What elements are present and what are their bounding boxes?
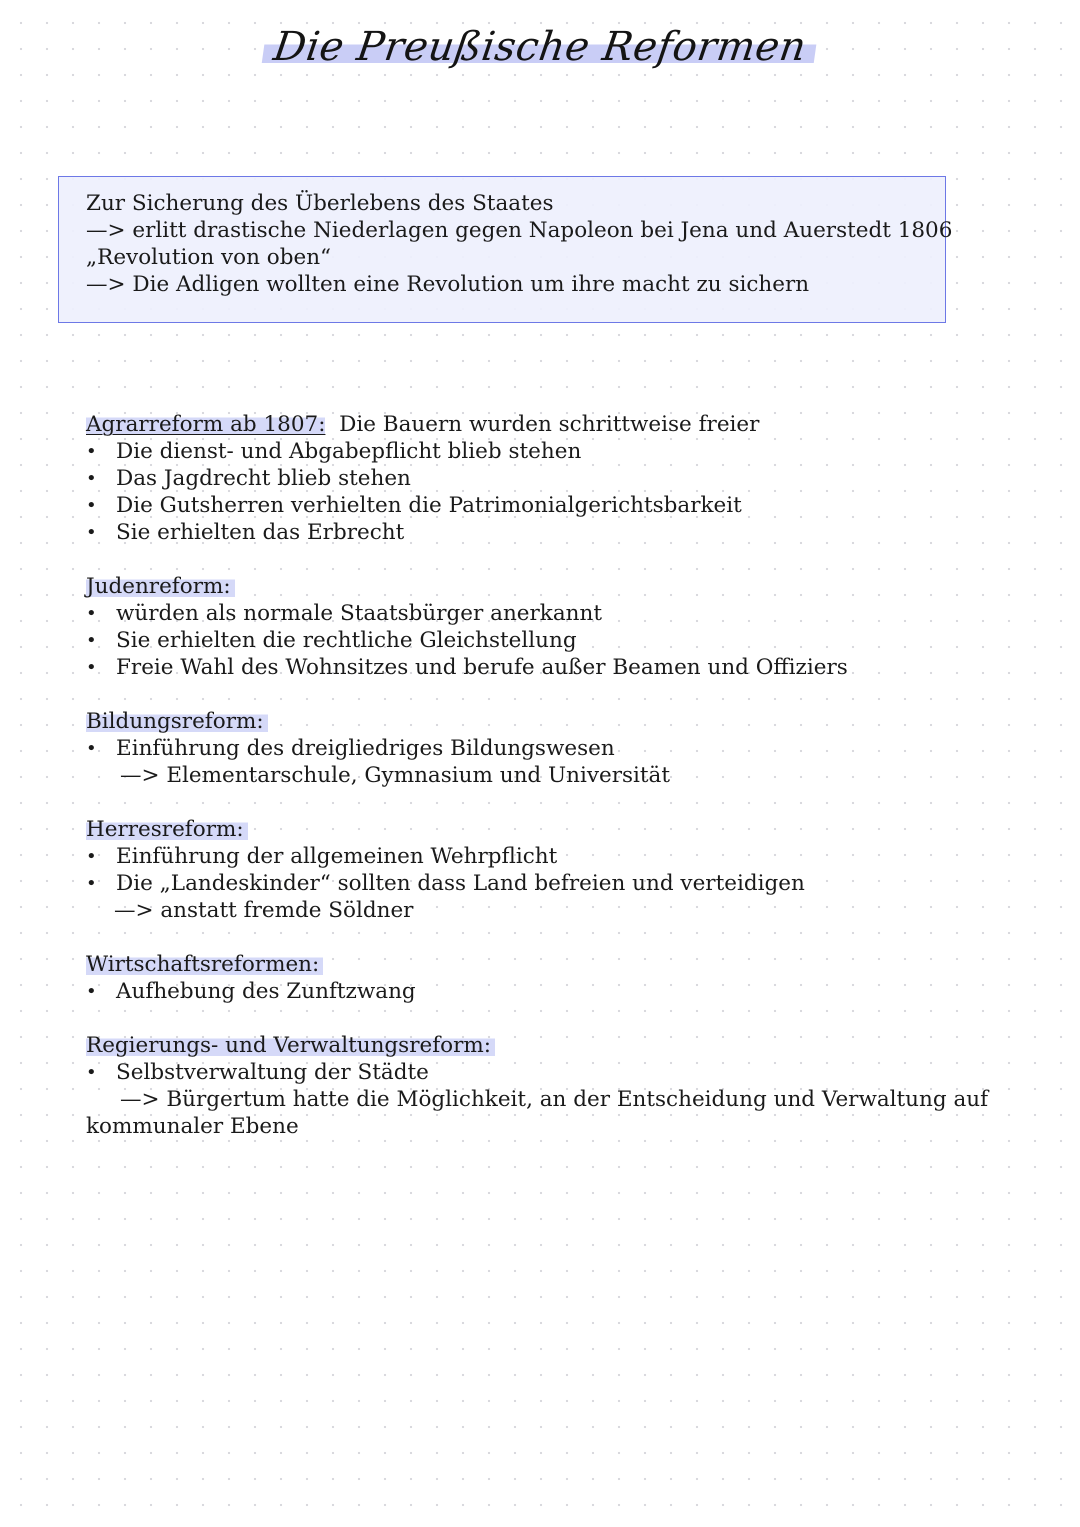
- bullet-icon: •: [86, 738, 97, 759]
- notes-content: [86, 411, 989, 1167]
- section-heading: [86, 411, 986, 438]
- bullet-list: [86, 438, 986, 546]
- heading-verwaltungsreform: Regierungs- und Verwaltungsreform:: [86, 1033, 495, 1058]
- list-item: • Einführung der allgemeinen Wehrpflicht: [86, 844, 558, 869]
- intro-line: „Revolution von oben“: [86, 245, 332, 270]
- list-item: • Selbstverwaltung der Städte: [86, 1060, 429, 1085]
- section-heading: [86, 816, 986, 843]
- list-item: • Die Gutsherren verhielten die Patrimonialgerichtsbarkeit: [86, 493, 742, 518]
- bullet-icon: •: [86, 846, 97, 867]
- list-item: • Die dienst- und Abgabepflicht blieb stehen: [86, 439, 582, 464]
- page-title: Die Preußische Reformen: [261, 24, 819, 70]
- list-item: • Das Jagdrecht blieb stehen: [86, 466, 411, 491]
- bullet-icon: •: [86, 495, 97, 516]
- section-wirtschaftsreformen: [86, 951, 986, 1005]
- bullet-icon: •: [86, 630, 97, 651]
- sub-note: —> Bürgertum hatte die Möglichkeit, an der Entscheidung und Verwaltung auf: [120, 1087, 989, 1112]
- list-item: • Sie erhielten das Erbrecht: [86, 520, 405, 545]
- section-heading: [86, 1032, 986, 1059]
- section-judenreform: [86, 573, 986, 681]
- heading-judenreform: Judenreform:: [86, 574, 235, 599]
- bullet-icon: •: [86, 522, 97, 543]
- heading-wirtschaftsreformen: Wirtschaftsreformen:: [86, 952, 323, 977]
- sub-note: —> anstatt fremde Söldner: [114, 898, 414, 923]
- section-verwaltungsreform: [86, 1032, 989, 1140]
- list-item: • würden als normale Staatsbürger anerkannt: [86, 601, 602, 626]
- bullet-list: [86, 978, 986, 1005]
- bullet-list: [86, 843, 986, 897]
- list-item: • Aufhebung des Zunftzwang: [86, 979, 416, 1004]
- intro-line: —> erlitt drastische Niederlagen gegen Napoleon bei Jena und Auerstedt 1806: [86, 218, 953, 243]
- section-bildungsreform: [86, 708, 986, 789]
- section-agrarreform: [86, 411, 986, 546]
- section-heading: [86, 708, 986, 735]
- bullet-icon: •: [86, 468, 97, 489]
- title-container: [0, 24, 1080, 70]
- list-item: • Freie Wahl des Wohnsitzes und berufe außer Beamen und Offiziers: [86, 655, 848, 680]
- list-item: • Einführung des dreigliedriges Bildungswesen: [86, 736, 615, 761]
- bullet-icon: •: [86, 873, 97, 894]
- intro-box: [58, 176, 953, 323]
- intro-line: —> Die Adligen wollten eine Revolution um ihre macht zu sichern: [86, 272, 810, 297]
- bullet-icon: •: [86, 1062, 97, 1083]
- section-heading: [86, 951, 986, 978]
- list-item: • Sie erhielten die rechtliche Gleichstellung: [86, 628, 577, 653]
- section-heeresreform: [86, 816, 986, 924]
- heading-agrarreform: Agrarreform ab 1807:: [86, 412, 326, 437]
- bullet-list: [86, 600, 986, 681]
- sub-note: —> Elementarschule, Gymnasium und Universität: [120, 763, 671, 788]
- bullet-list: [86, 1059, 986, 1086]
- list-item: • Die „Landeskinder“ sollten dass Land befreien und verteidigen: [86, 871, 805, 896]
- bullet-icon: •: [86, 441, 97, 462]
- heading-bildungsreform: Bildungsreform:: [86, 709, 268, 734]
- section-heading: [86, 573, 986, 600]
- bullet-list: [86, 735, 986, 762]
- sub-note-continuation: kommunaler Ebene: [86, 1114, 299, 1139]
- intro-line: Zur Sicherung des Überlebens des Staates: [86, 191, 554, 216]
- bullet-icon: •: [86, 981, 97, 1002]
- heading-heeresreform: Herresreform:: [86, 817, 248, 842]
- bullet-icon: •: [86, 657, 97, 678]
- bullet-icon: •: [86, 603, 97, 624]
- heading-agrarreform-description: Die Bauern wurden schrittweise freier: [339, 412, 760, 437]
